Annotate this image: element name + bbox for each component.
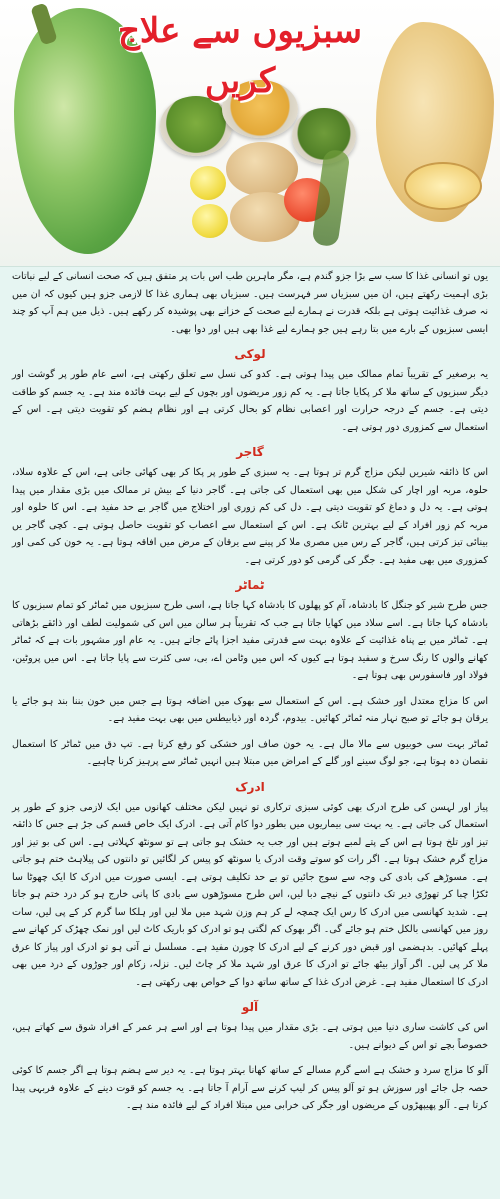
section-paragraph: پیاز اور لہسن کی طرح ادرک بھی کوئی سبزی ترکاری تو نہیں لیکن مختلف کھانوں میں ایک لازمی جزو کے طور پر استعمال کی جاتی ہے۔ یہ بہت سی بیماریوں میں بطور دوا کام آتی ہے۔ ادرک ایک خاص قسم کی جڑ ہے جس کا ذائقہ تیز اور تلخ ہوتا ہے اس کے پتے لمبے ہوتے ہیں اور جب یہ خشک ہو جاتی ہے تو سونٹھ کہلاتی ہے۔ اس کی بو تیز اور مزاج گرم خشک ہوتا ہے۔ اگر رات کو سوتے وقت ادرک یا سونٹھ کو پیس کر لگائیں تو دانتوں کی پیلاہٹ ختم ہو جاتی ہے۔ مسوڑھے کی بادی کی وجہ سے سوج جائیں تو بے حد تکلیف ہوتی ہے۔ ایسی صورت میں ادرک کا ایک چھوٹا سا ٹکڑا چبا کر تھوڑی دیر تک دانتوں کے نیچے دبا لیں، اس طرح مسوڑھوں سے بادی کا پانی خارج ہو کر درد ختم ہو جاتا ہے۔ شدید کھانسی میں ادرک کا رس ایک چمچہ لے کر ہم وزن شہد میں ملا لیں اور ہلکا سا گرم کر کے پی لیں، سات روز میں کھانسی بالکل ختم ہو جائے گی۔ اگر بھوک کم لگتی ہو تو ادرک کو باریک کاٹ لیں اور نمک چھڑک کر کھانے سے پہلے کھائیں۔ بدہضمی اور قبض دور کرنے کے لیے ادرک کا چورن مفید ہے۔ مسلسل نے آتی ہو تو ادرک اور پیاز کا عرق ملا کر پی لیں۔ اگر آواز بیٹھ جائے تو ادرک کا عرق اور شہد ملا کر چاٹ لیں۔ نزلہ، زکام اور جوڑوں کے درد میں بھی ادرک کا استعمال مفید ہے۔ غرض ادرک غذا کے ساتھ ساتھ دوا کے خواص بھی رکھتی ہے۔ xyxy=(12,801,488,988)
lemon-illustration xyxy=(190,166,226,200)
page-title: سبزیوں سے علاج کریں xyxy=(117,11,363,101)
section-title-gajar: گاجر xyxy=(236,445,264,459)
section-title-aloo: آلو xyxy=(241,1000,259,1014)
intro-paragraph: یوں تو انسانی غذا کا سب سے بڑا جزو گندم ہے، مگر ماہرین طب اس بات پر متفق ہیں کہ صحت انسانی کے لیے نباتات بڑی اہمیت رکھتے ہیں، ان میں سبزیاں سر فہرست ہیں۔ سبزیاں بھی ہماری غذا کا لازمی جزو ہیں کیوں کہ ان میں نہ صرف غذائیت ہوتی ہے بلکہ قدرت نے ہمارے لیے صحت کے خزانے بھی پوشیدہ کر رکھے ہیں۔ ذیل میں ہم آپ کو چند ایسی سبزیوں کے بارے میں بتا رہے ہیں جو ہمارے لیے غذا بھی ہیں اور دوا بھی۔ xyxy=(12,271,488,335)
hero-image xyxy=(0,0,500,267)
lemon-illustration xyxy=(192,204,228,238)
section-title-lauki: لوکی xyxy=(234,347,266,361)
section-paragraph: آلو کا مزاج سرد و خشک ہے اسے گرم مسالے کے ساتھ کھانا بہتر ہوتا ہے۔ یہ دیر سے ہضم ہوتا ہے اگر جسم کا کوئی حصہ جل جائے اور سوزش ہو تو آلو پیس کر لیپ کرنے سے آرام آ جاتا ہے۔ یہ جسم کو قوت دینے کے علاوہ فربہی پیدا کرتا ہے۔ آلو پھیپھڑوں کے مریضوں اور جگر کی خرابی میں مبتلا افراد کے لیے فائدہ مند ہے۔ xyxy=(12,1065,488,1111)
section-paragraph: اس کا مزاج معتدل اور خشک ہے۔ اس کے استعمال سے بھوک میں اضافہ ہوتا ہے جس میں خون بننا بند ہو جائے یا یرقان ہو جائے تو صبح نہار منہ ٹماٹر کھائیں۔ بیدوم، گردہ اور ذیابیطس میں بھی بہت مفید ہے۔ xyxy=(12,695,488,724)
article-body xyxy=(0,268,500,1199)
section-paragraph: یہ برصغیر کے تقریباً تمام ممالک میں پیدا ہوتی ہے۔ کدو کی نسل سے تعلق رکھتی ہے، اسے عام طور پر گوشت اور دیگر سبزیوں کے ساتھ ملا کر پکایا جاتا ہے۔ یہ کم زور مریضوں اور بچوں کے لیے بہت فائدہ مند ہے۔ یہ جسم کو طاقت دیتی ہے۔ جسم کے درجہ حرارت اور اعصابی نظام کو بحال کرتی ہے اور نظام ہضم کو تقویت دیتی ہے۔ اس کے استعمال سے کمزوری دور ہوتی ہے۔ xyxy=(12,369,488,433)
section-title-adrak: ادرک xyxy=(235,779,265,794)
section-paragraph: اس کا ذائقہ شیریں لیکن مزاج گرم تر ہوتا ہے۔ یہ سبزی کے طور پر پکا کر بھی کھائی جاتی ہے، اس کے علاوہ سلاد، حلوہ، مربہ اور اچار کی شکل میں بھی استعمال کی جاتی ہے۔ گاجر دنیا کے بیش تر ممالک میں بڑی مقدار میں پیدا ہوتی ہے۔ یہ دل و دماغ کو تقویت دیتی ہے۔ دل کی کم زوری اور اختلاج میں گاجر بے حد مفید ہے۔ اس کا حلوہ اور مربہ کم زور افراد کے لیے بہترین ٹانک ہے۔ اس کے استعمال سے اعصاب کو تقویت حاصل ہوتی ہے۔ کچی گاجر یں بینائی تیز کرتی ہیں، گاجر کے رس میں مصری ملا کر پینے سے یرقان کے مرض میں افاقہ ہوتا ہے۔ یہ خون کی کمی اور کمزوری میں بھی مفید ہے۔ جگر کی گرمی کو دور کرتی ہے۔ xyxy=(12,467,488,566)
section-paragraph: ٹماٹر بہت سی خوبیوں سے مالا مال ہے۔ یہ خون صاف اور خشکی کو رفع کرتا ہے۔ تپ دق میں ٹماٹر کا استعمال نقصان دہ ہوتا ہے، جو لوگ سینے اور گلے کے امراض میں مبتلا ہیں انہیں ٹماٹر سے پرہیز کرنا چاہیے۔ xyxy=(12,738,488,767)
section-paragraph: جس طرح شیر کو جنگل کا بادشاہ، آم کو پھلوں کا بادشاہ کہا جاتا ہے، اسی طرح سبزیوں میں ٹماٹر کو تمام سبزیوں کا بادشاہ کہا جاتا ہے۔ اسے سلاد میں کھایا جاتا ہے جب کہ تقریباً ہر سالن میں اس کی شمولیت لطف اور ذائقے بڑھاتی ہے۔ ٹماٹر میں بے پناہ غذائیت کے علاوہ بہت سے قدرتی مفید اجزا پائے جاتے ہیں۔ یہ عام اور مشہور بات ہے کہ ٹماٹر کھانے والوں کا رنگ سرخ و سفید ہوتا ہے کیوں کہ اس میں وٹامن اے، بی، سی کثرت سے پایا جاتا ہے۔ اس میں پروٹین، فولاد اور فاسفورس بھی ہوتا ہے۔ xyxy=(12,600,488,681)
ginger-slice-illustration xyxy=(404,162,482,210)
section-paragraph: اس کی کاشت ساری دنیا میں ہوتی ہے۔ بڑی مقدار میں پیدا ہوتا ہے اور اسے ہر عمر کے افراد شوق سے کھاتے ہیں، خصوصاً بچے تو اس کے دیوانے ہیں۔ xyxy=(12,1022,488,1051)
section-title-tamatar: ٹماٹر xyxy=(235,578,265,592)
